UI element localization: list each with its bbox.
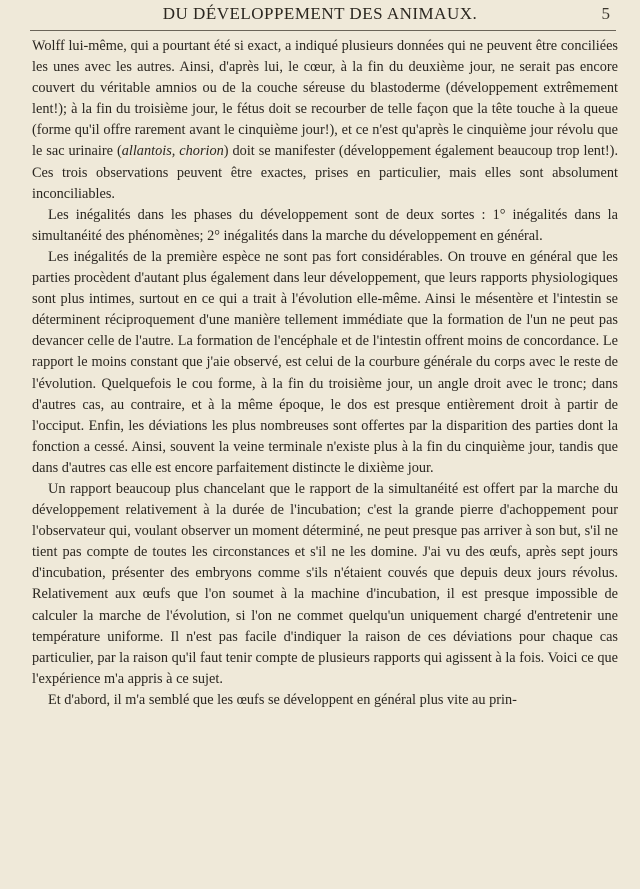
paragraph-text: ) doit se manifester (développement également beaucoup trop lent!). Ces trois observations peuvent être exactes, prises en particulier, mais elles sont absolument inconciliables. [32, 143, 619, 202]
paragraph [32, 36, 618, 205]
paragraph-text: Wolff lui-même, qui a pourtant été si exact, a indiqué plusieurs données qui ne peuvent être conciliées les unes avec les autres. Ainsi, d'après lui, le cœur, à la fin du deuxième jour, ne serait pas encore couvert du véritable amnios ou de la couche séreuse du blastoderme (développement extrêmement lent!); à la fin du troisième jour, le fétus doit se recourber de telle façon que la tête touche à la queue (forme qu'il offre rarement avant le cinquième jour!), et ce n'est qu'après le cinquième jour révolu que le sac urinaire ( [32, 38, 618, 160]
paragraph: Et d'abord, il m'a semblé que les œufs se développent en général plus vite au prin- [48, 691, 517, 708]
page-header [0, 4, 640, 28]
paragraph: Les inégalités dans les phases du développement sont de deux sortes : 1° inégalités dans la simultanéité des phénomènes; 2° inégalités dans la marche du développement en général. [32, 206, 618, 244]
italic-term: allantois, chorion [121, 143, 224, 160]
header-rule [30, 30, 616, 31]
running-title: DU DÉVELOPPEMENT DES ANIMAUX. [162, 4, 478, 23]
paragraph: Les inégalités de la première espèce ne sont pas fort considérables. On trouve en général que les parties procèdent d'autant plus également dans leur développement, que leurs rapports physiologiques sont plus intimes, surtout en ce qui a trait à l'évolution elle-même. Ainsi le mésentère et l'intestin se déterminent réciproquement d'une manière tellement immédiate que la formation de l'un ne peut pas devancer celle de l'autre. La formation de l'encéphale et de l'intestin offrent moins de concordance. Le rapport le moins constant que j'aie observé, est celui de la courbure générale du corps avec le reste de l'évolution. Quelquefois le cou forme, à la fin du troisième jour, un angle droit avec le tronc; dans d'autres cas, au contraire, et à la même époque, le dos est presque entièrement droit à partir de l'occiput. Enfin, les déviations les plus nombreuses sont offertes par la disparition des parties dont la fonction a cessé. Ainsi, souvent la veine terminale n'existe plus à la fin du cinquième jour, tandis que dans d'autres cas elle est encore parfaitement distincte le dixième jour. [32, 248, 618, 476]
body-text [32, 36, 618, 711]
page-number: 5 [601, 4, 610, 23]
paragraph: Un rapport beaucoup plus chancelant que le rapport de la simultanéité est offert par la marche du développement relativement à la durée de l'incubation; c'est la grande pierre d'achoppement pour l'observateur qui, voulant observer un moment déterminé, ne peut presque pas arriver à son but, s'il ne tient pas compte de toutes les circonstances et s'il ne les domine. J'ai vu des œufs, après sept jours d'incubation, présenter des embryons comme s'ils n'étaient couvés que depuis deux jours révolus. Relativement aux œufs que l'on soumet à la machine d'incubation, il est presque impossible de calculer la marche de l'évolution, si l'on ne commet quelqu'un uniquement chargé d'entretenir une température uniforme. Il n'est pas facile d'indiquer la raison de ces déviations pour chaque cas particulier, par la raison qu'il faut tenir compte de plusieurs rapports qui agissent à la fois. Voici ce que l'expérience m'a appris à ce sujet. [32, 480, 618, 687]
